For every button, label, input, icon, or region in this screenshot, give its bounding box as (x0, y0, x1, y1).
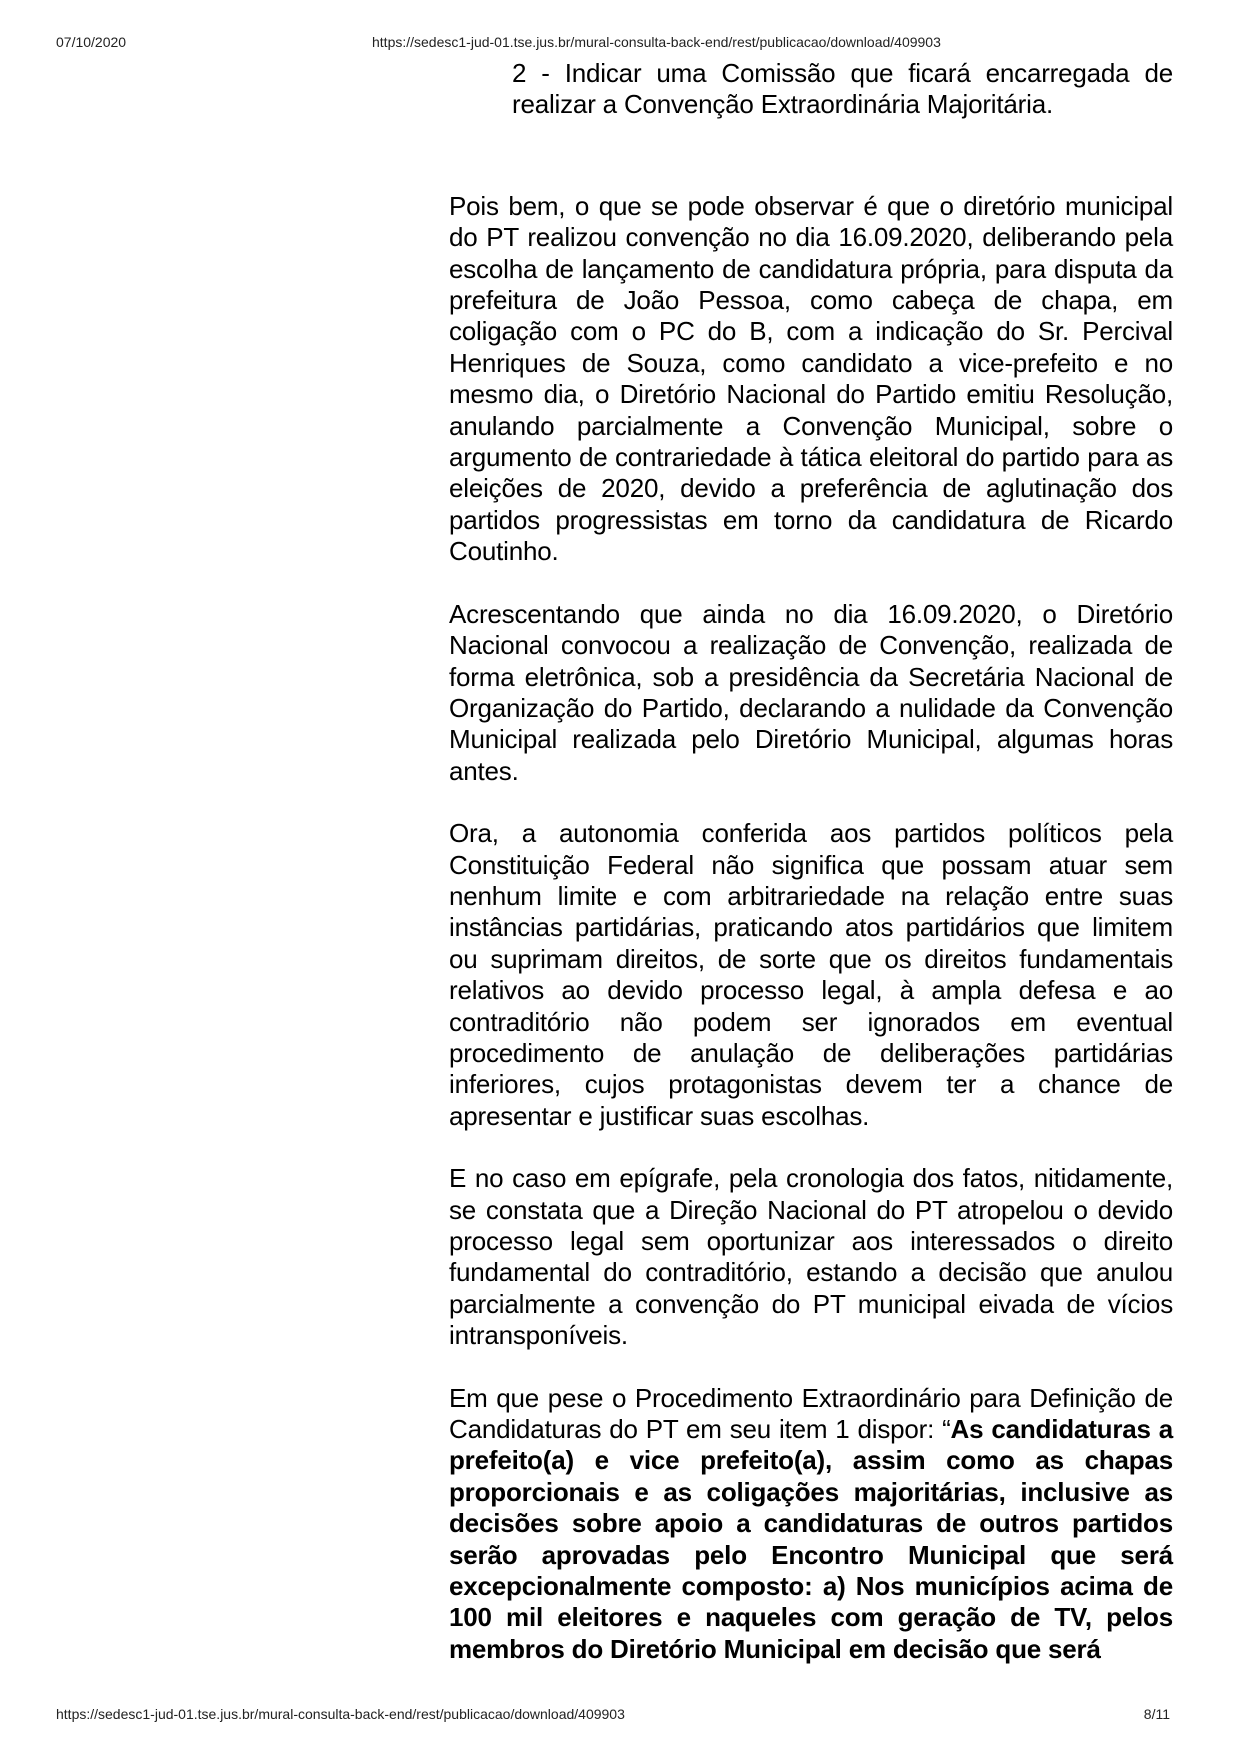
paragraph-4: E no caso em epígrafe, pela cronologia dos fatos, nitidamente, se constata que a Direção Nacional do PT atropelou o devido processo legal sem oportunizar aos interessados o direito fundamental do contraditório, estando a decisão que anulou parcialmente a convenção do PT municipal eivada de vícios intransponíveis. (449, 1163, 1173, 1351)
paragraph-1: Pois bem, o que se pode observar é que o diretório municipal do PT realizou convenção no dia 16.09.2020, deliberando pela escolha de lançamento de candidatura própria, para disputa da prefeitura de João Pessoa, como cabeça de chapa, em coligação com o PC do B, com a indicação do Sr. Percival Henriques de Souza, como candidato a vice-prefeito e no mesmo dia, o Diretório Nacional do Partido emitiu Resolução, anulando parcialmente a Convenção Municipal, sobre o argumento de contrariedade à tática eleitoral do partido para as eleições de 2020, devido a preferência de aglutinação dos partidos progressistas em torno da candidatura de Ricardo Coutinho. (449, 190, 1173, 567)
paragraph-2: Acrescentando que ainda no dia 16.09.2020, o Diretório Nacional convocou a realização de Convenção, realizada de forma eletrônica, sob a presidência da Secretária Nacional de Organização do Partido, declarando a nulidade da Convenção Municipal realizada pelo Diretório Municipal, algumas horas antes. (449, 598, 1173, 786)
print-header-url: https://sedesc1-jud-01.tse.jus.br/mural-consulta-back-end/rest/publicacao/download/409903 (372, 34, 941, 50)
paragraph-5 (449, 1383, 1173, 1666)
print-date: 07/10/2020 (56, 34, 127, 50)
print-footer-url: https://sedesc1-jud-01.tse.jus.br/mural-consulta-back-end/rest/publicacao/download/409903 (56, 1706, 625, 1722)
paragraph-5-intro: Em que pese o Procedimento Extraordinário para Definição de Candidaturas do PT em seu item 1 dispor: “ (449, 1382, 1173, 1445)
document-body (449, 58, 1173, 1665)
page-number: 8/11 (1143, 1706, 1170, 1722)
paragraph-5-quote: As candidaturas a prefeito(a) e vice prefeito(a), assim como as chapas proporcionais e as coligações majoritárias, inclusive as decisões sobre apoio a candidaturas de outros partidos serão aprovadas pelo Encontro Municipal que será excepcionalmente composto: a) Nos municípios acima de 100 mil eleitores e naqueles com geração de TV, pelos membros do Diretório Municipal em decisão que será (449, 1414, 1173, 1664)
list-item-2: 2 - Indicar uma Comissão que ficará encarregada de realizar a Convenção Extraordinária Majoritária. (512, 58, 1173, 120)
paragraph-3: Ora, a autonomia conferida aos partidos políticos pela Constituição Federal não significa que possam atuar sem nenhum limite e com arbitrariedade na relação entre suas instâncias partidárias, praticando atos partidários que limitem ou suprimam direitos, de sorte que os direitos fundamentais relativos ao devido processo legal, à ampla defesa e ao contraditório não podem ser ignorados em eventual procedimento de anulação de deliberações partidárias inferiores, cujos protagonistas devem ter a chance de apresentar e justificar suas escolhas. (449, 818, 1173, 1131)
